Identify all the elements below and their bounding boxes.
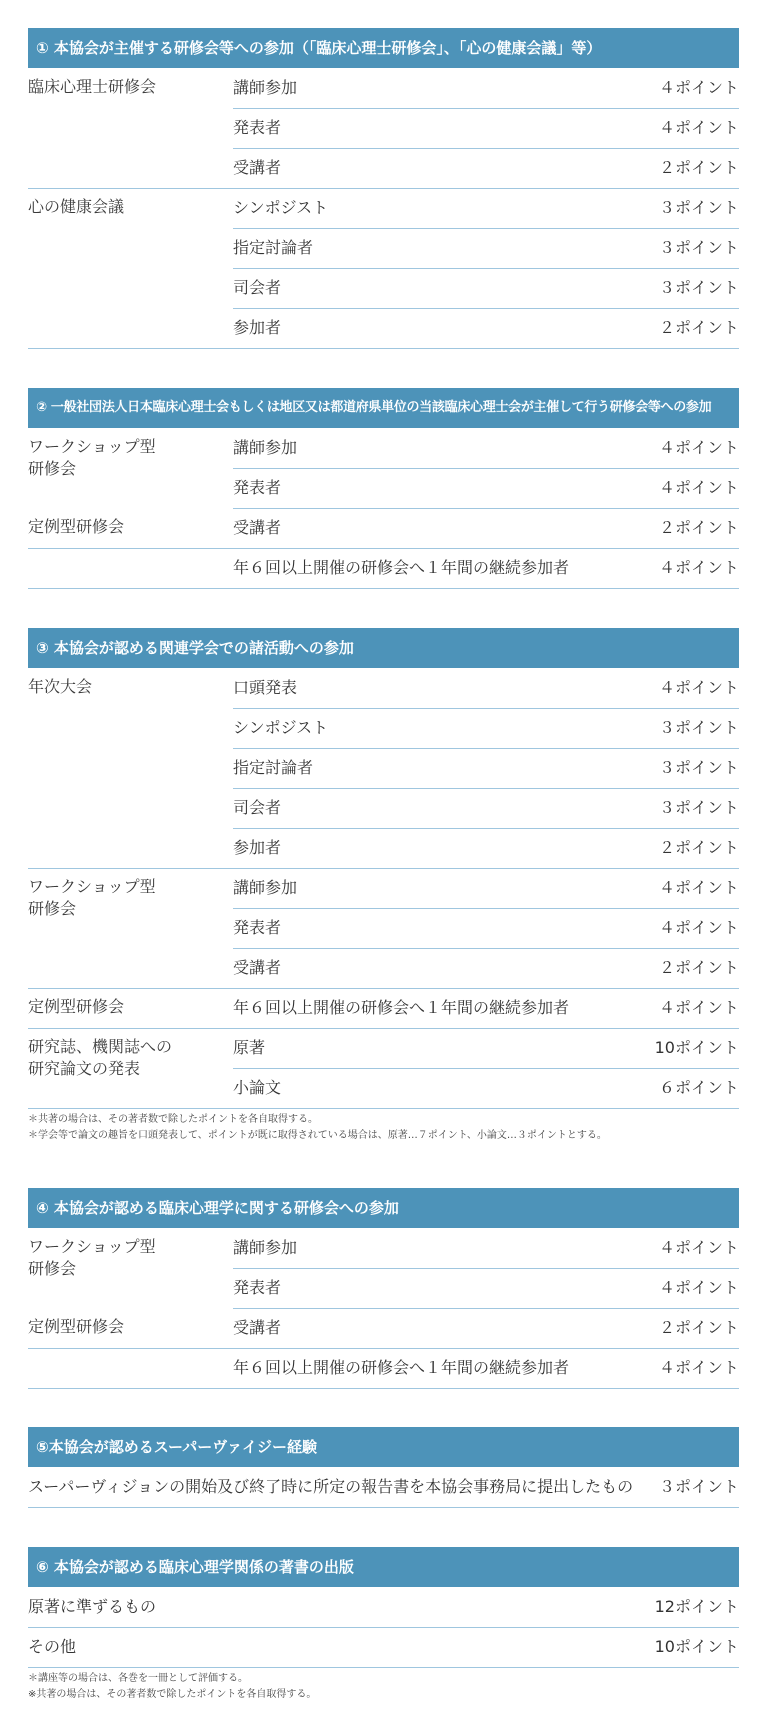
- group-divider: [28, 1627, 739, 1628]
- group-divider: [28, 188, 739, 189]
- role-label: 講師参加: [233, 78, 298, 97]
- role-label: 講師参加: [233, 1238, 298, 1257]
- group-divider: [28, 1667, 739, 1668]
- points-value: ４ポイント: [658, 918, 739, 937]
- points-value: ４ポイント: [658, 1278, 739, 1297]
- points-value: 10ポイント: [654, 1038, 739, 1057]
- role-label: 指定討論者: [233, 238, 314, 257]
- group-divider: [28, 588, 739, 589]
- points-value: ２ポイント: [658, 958, 739, 977]
- role-label: 参加者: [233, 318, 282, 337]
- role-label: 口頭発表: [233, 678, 298, 697]
- points-value: ２ポイント: [658, 518, 739, 537]
- group-divider: [28, 1388, 739, 1389]
- points-value: ６ポイント: [658, 1078, 739, 1097]
- points-value: ３ポイント: [658, 238, 739, 257]
- group-divider: [28, 1507, 739, 1508]
- role-label: 年６回以上開催の研修会へ１年間の継続参加者: [233, 1358, 570, 1377]
- category-label: ワークショップ型 研修会: [28, 437, 156, 478]
- role-label: 小論文: [233, 1078, 282, 1097]
- section-2: [28, 388, 739, 577]
- category-label: 年次大会: [28, 677, 93, 696]
- points-value: ４ポイント: [658, 998, 739, 1017]
- group-divider: [28, 348, 739, 349]
- points-value: ３ポイント: [658, 718, 739, 737]
- footnote: ＊講座等の場合は、各巻を一冊として評価する。: [28, 1673, 248, 1684]
- role-label: その他: [28, 1637, 77, 1656]
- role-label: 原著に準ずるもの: [28, 1597, 157, 1616]
- role-label: 講師参加: [233, 438, 298, 457]
- points-value: ４ポイント: [658, 438, 739, 457]
- points-value: ４ポイント: [658, 1358, 739, 1377]
- role-label: 講師参加: [233, 878, 298, 897]
- role-label: 発表者: [233, 1278, 282, 1297]
- category-label: ワークショップ型 研修会: [28, 877, 156, 918]
- group-divider: [28, 868, 739, 869]
- role-label: スーパーヴィジョンの開始及び終了時に所定の報告書を本協会事務局に提出したもの: [28, 1477, 634, 1496]
- role-label: 発表者: [233, 478, 282, 497]
- points-value: ３ポイント: [658, 278, 739, 297]
- section-5: [28, 1427, 739, 1496]
- points-value: 10ポイント: [654, 1637, 739, 1656]
- category-label: 研究誌、機関誌への 研究論文の発表: [28, 1037, 173, 1078]
- role-label: 年６回以上開催の研修会へ１年間の継続参加者: [233, 998, 570, 1017]
- footnote: ＊学会等で論文の趣旨を口頭発表して、ポイントが既に取得されている場合は、原著…７ポイント、小論文…３ポイントとする。: [28, 1130, 607, 1141]
- section-3-header: ③ 本協会が認める関連学会での諸活動への参加: [28, 628, 739, 668]
- role-label: 受講者: [233, 158, 282, 177]
- role-label: 発表者: [233, 918, 282, 937]
- category-label: 定例型研修会: [28, 997, 125, 1016]
- points-value: ３ポイント: [658, 758, 739, 777]
- role-label: 年６回以上開催の研修会へ１年間の継続参加者: [233, 558, 570, 577]
- role-label: 司会者: [233, 278, 282, 297]
- role-label: 指定討論者: [233, 758, 314, 777]
- points-value: ３ポイント: [658, 1477, 739, 1496]
- points-value: ２ポイント: [658, 158, 739, 177]
- role-label: シンポジスト: [233, 198, 329, 217]
- category-label: 心の健康会議: [28, 197, 125, 216]
- section-6-header: ⑥ 本協会が認める臨床心理学関係の著書の出版: [28, 1547, 739, 1587]
- points-value: ４ポイント: [658, 118, 739, 137]
- section-2-header: ② 一般社団法人日本臨床心理士会もしくは地区又は都道府県単位の当該臨床心理士会が主催して行う研修会等への参加: [28, 388, 739, 428]
- role-label: 原著: [233, 1038, 266, 1057]
- points-value: 12ポイント: [654, 1597, 739, 1616]
- section-3: [28, 628, 739, 1141]
- role-label: シンポジスト: [233, 718, 329, 737]
- category-label: 定例型研修会: [28, 517, 125, 536]
- role-label: 受講者: [233, 518, 282, 537]
- points-value: ４ポイント: [658, 678, 739, 697]
- points-value: ２ポイント: [658, 1318, 739, 1337]
- points-value: ４ポイント: [658, 558, 739, 577]
- section-4-header: ④ 本協会が認める臨床心理学に関する研修会への参加: [28, 1188, 739, 1228]
- category-label: ワークショップ型 研修会: [28, 1237, 156, 1278]
- section-5-header: ⑤本協会が認めるスーパーヴァイジー経験: [28, 1427, 739, 1467]
- footnote: ＊共著の場合は、その著者数で除したポイントを各自取得する。: [28, 1114, 318, 1125]
- section-1-header: ① 本協会が主催する研修会等への参加（「臨床心理士研修会」、「心の健康会議」等）: [28, 28, 739, 68]
- footnote: ※共著の場合は、その著者数で除したポイントを各自取得する。: [28, 1689, 317, 1700]
- role-label: 受講者: [233, 1318, 282, 1337]
- category-label: 定例型研修会: [28, 1317, 125, 1336]
- role-label: 参加者: [233, 838, 282, 857]
- points-value: ３ポイント: [658, 198, 739, 217]
- section-4: [28, 1188, 739, 1377]
- role-label: 受講者: [233, 958, 282, 977]
- points-value: ４ポイント: [658, 478, 739, 497]
- points-value: ４ポイント: [658, 878, 739, 897]
- group-divider: [28, 1108, 739, 1109]
- group-divider: [28, 1028, 739, 1029]
- role-label: 発表者: [233, 118, 282, 137]
- role-label: 司会者: [233, 798, 282, 817]
- points-value: ４ポイント: [658, 1238, 739, 1257]
- points-value: ４ポイント: [658, 78, 739, 97]
- points-value: ２ポイント: [658, 838, 739, 857]
- section-1: [28, 28, 739, 337]
- section-6: [28, 1547, 739, 1700]
- points-value: ３ポイント: [658, 798, 739, 817]
- category-label: 臨床心理士研修会: [28, 77, 157, 96]
- points-value: ２ポイント: [658, 318, 739, 337]
